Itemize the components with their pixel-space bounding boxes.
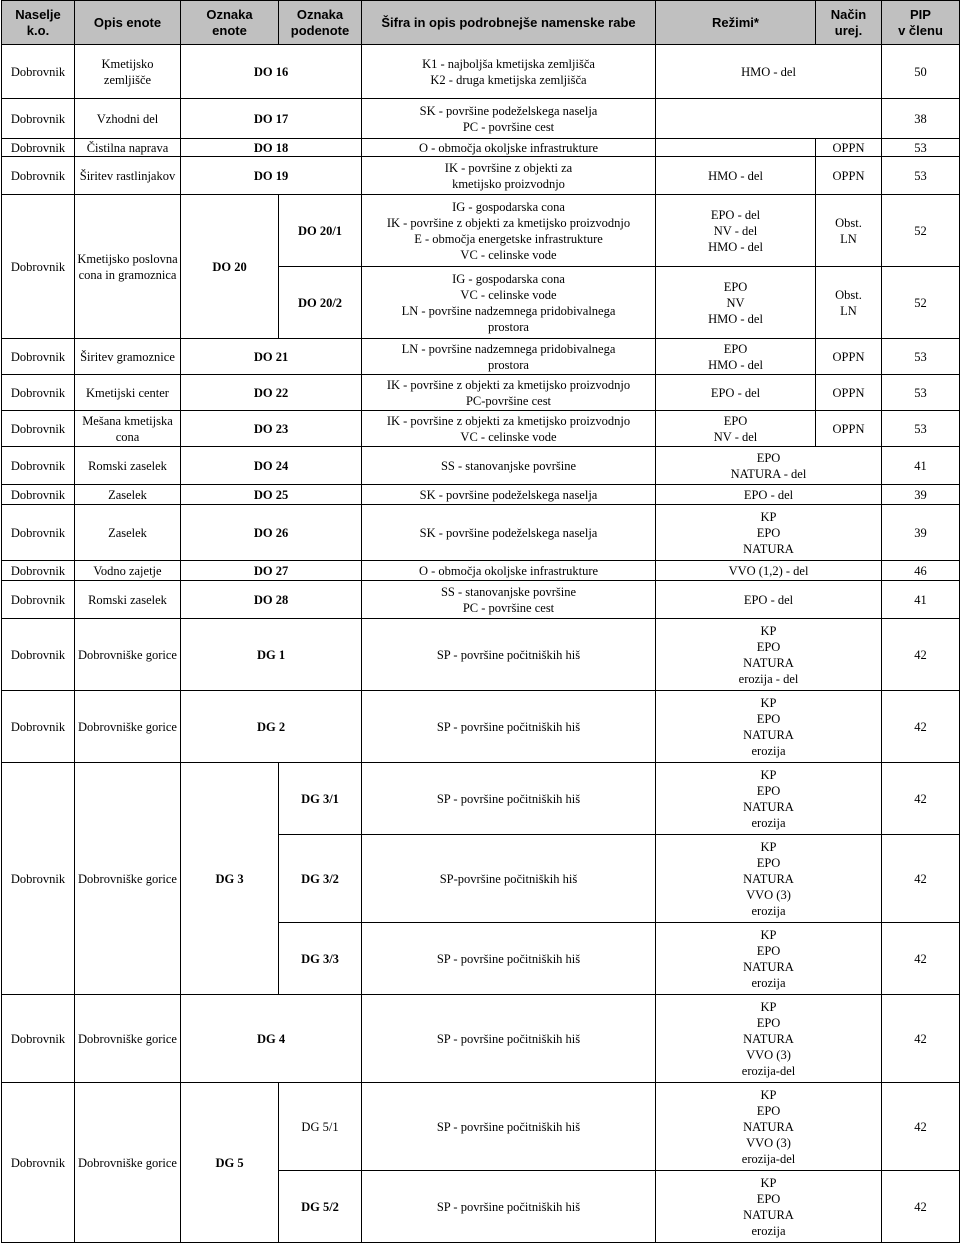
- cell-rezimi: EPO HMO - del: [656, 339, 816, 375]
- cell-sifra: SS - stanovanjske površine PC - površine cest: [362, 581, 656, 619]
- cell-sifra: SK - površine podeželskega naselja: [362, 505, 656, 561]
- cell-opis: Kmetijski center: [75, 375, 181, 411]
- table-row: [2, 581, 960, 619]
- table-row: [2, 561, 960, 581]
- cell-ko: Dobrovnik: [2, 339, 75, 375]
- cell-rezimi: EPO - del: [656, 581, 882, 619]
- cell-opis: Dobrovniške gorice: [75, 691, 181, 763]
- cell-rezimi: HMO - del: [656, 45, 882, 99]
- cell-nacin: Obst. LN: [816, 195, 882, 267]
- cell-rezimi: HMO - del: [656, 157, 816, 195]
- cell-sifra: IK - površine z objekti za kmetijsko proizvodnjo: [362, 157, 656, 195]
- header-rezimi: Režimi*: [656, 1, 816, 45]
- cell-opis: Širitev rastlinjakov: [75, 157, 181, 195]
- cell-oznaka: DO 20: [181, 195, 279, 339]
- cell-oznaka: DG 2: [181, 691, 362, 763]
- table-row: [2, 763, 960, 835]
- cell-sifra: IG - gospodarska cona IK - površine z objekti za kmetijsko proizvodnjo E - območja energetske infrastrukture VC - celinske vode: [362, 195, 656, 267]
- cell-oznaka: DG 3: [181, 763, 279, 995]
- cell-sifra: SK - površine podeželskega naselja: [362, 485, 656, 505]
- cell-pip: 42: [882, 995, 960, 1083]
- cell-sifra: K1 - najboljša kmetijska zemljišča K2 - druga kmetijska zemljišča: [362, 45, 656, 99]
- cell-oznaka: DO 27: [181, 561, 362, 581]
- cell-opis: Dobrovniške gorice: [75, 763, 181, 995]
- cell-rezimi: KP EPO NATURA erozija: [656, 923, 882, 995]
- cell-sifra: SP - površine počitniških hiš: [362, 995, 656, 1083]
- cell-ko: Dobrovnik: [2, 619, 75, 691]
- cell-ko: Dobrovnik: [2, 45, 75, 99]
- table-row: [2, 447, 960, 485]
- header-nacin: Način urej.: [816, 1, 882, 45]
- cell-oznaka: DO 18: [181, 139, 362, 157]
- cell-pip: 41: [882, 581, 960, 619]
- cell-sifra: O - območja okoljske infrastrukture: [362, 561, 656, 581]
- cell-ko: Dobrovnik: [2, 375, 75, 411]
- cell-nacin: OPPN: [816, 411, 882, 447]
- table-row: [2, 995, 960, 1083]
- cell-nacin: OPPN: [816, 157, 882, 195]
- cell-sifra: SS - stanovanjske površine: [362, 447, 656, 485]
- cell-rezimi: EPO - del: [656, 485, 882, 505]
- header-sifra: Šifra in opis podrobnejše namenske rabe: [362, 1, 656, 45]
- cell-rezimi: VVO (1,2) - del: [656, 561, 882, 581]
- cell-ko: Dobrovnik: [2, 581, 75, 619]
- cell-sifra: IK - površine z objekti za kmetijsko proizvodnjo PC-površine cest: [362, 375, 656, 411]
- cell-oznaka: DO 25: [181, 485, 362, 505]
- cell-oznaka: DO 17: [181, 99, 362, 139]
- cell-oznaka: DG 4: [181, 995, 362, 1083]
- cell-sifra: SP - površine počitniških hiš: [362, 691, 656, 763]
- cell-opis: Dobrovniške gorice: [75, 619, 181, 691]
- cell-opis: Vzhodni del: [75, 99, 181, 139]
- table-row: [2, 45, 960, 99]
- cell-sifra: SP - površine počitniških hiš: [362, 763, 656, 835]
- cell-pip: 42: [882, 691, 960, 763]
- cell-rezimi: EPO NV - del: [656, 411, 816, 447]
- cell-podenota: DO 20/1: [279, 195, 362, 267]
- cell-pip: 39: [882, 485, 960, 505]
- cell-ko: Dobrovnik: [2, 1083, 75, 1243]
- cell-sifra: SP - površine počitniških hiš: [362, 923, 656, 995]
- cell-nacin: OPPN: [816, 139, 882, 157]
- cell-rezimi: KP EPO NATURA erozija - del: [656, 619, 882, 691]
- cell-ko: Dobrovnik: [2, 995, 75, 1083]
- cell-podenota: DG 5/1: [279, 1083, 362, 1171]
- cell-opis: Mešana kmetijska cona: [75, 411, 181, 447]
- cell-sifra: O - območja okoljske infrastrukture: [362, 139, 656, 157]
- cell-ko: Dobrovnik: [2, 195, 75, 339]
- namenska-raba-table: [1, 0, 960, 1243]
- table-row: [2, 505, 960, 561]
- cell-pip: 52: [882, 195, 960, 267]
- cell-ko: Dobrovnik: [2, 691, 75, 763]
- cell-pip: 42: [882, 1083, 960, 1171]
- cell-opis: Čistilna naprava: [75, 139, 181, 157]
- cell-oznaka: DO 23: [181, 411, 362, 447]
- cell-podenota: DO 20/2: [279, 267, 362, 339]
- header-row: [2, 1, 960, 45]
- cell-rezimi: [656, 99, 882, 139]
- cell-sifra: SP - površine počitniških hiš: [362, 1083, 656, 1171]
- cell-opis: Širitev gramoznice: [75, 339, 181, 375]
- cell-pip: 41: [882, 447, 960, 485]
- cell-ko: Dobrovnik: [2, 447, 75, 485]
- cell-oznaka: DO 16: [181, 45, 362, 99]
- table-row: [2, 195, 960, 267]
- cell-pip: 42: [882, 835, 960, 923]
- cell-sifra: LN - površine nadzemnega pridobivalnega prostora: [362, 339, 656, 375]
- cell-pip: 50: [882, 45, 960, 99]
- cell-pip: 52: [882, 267, 960, 339]
- table-row: [2, 691, 960, 763]
- cell-rezimi: KP EPO NATURA VVO (3) erozija: [656, 835, 882, 923]
- header-naselje: Naselje k.o.: [2, 1, 75, 45]
- cell-ko: Dobrovnik: [2, 763, 75, 995]
- cell-pip: 42: [882, 763, 960, 835]
- cell-rezimi: EPO - del: [656, 375, 816, 411]
- cell-opis: Romski zaselek: [75, 581, 181, 619]
- cell-pip: 42: [882, 619, 960, 691]
- table-row: [2, 619, 960, 691]
- cell-ko: Dobrovnik: [2, 157, 75, 195]
- cell-opis: Zaselek: [75, 505, 181, 561]
- cell-rezimi: KP EPO NATURA VVO (3) erozija-del: [656, 995, 882, 1083]
- cell-ko: Dobrovnik: [2, 139, 75, 157]
- cell-ko: Dobrovnik: [2, 561, 75, 581]
- table-row: [2, 411, 960, 447]
- cell-ko: Dobrovnik: [2, 505, 75, 561]
- table-row: [2, 157, 960, 195]
- cell-sifra: IK - površine z objekti za kmetijsko proizvodnjo VC - celinske vode: [362, 411, 656, 447]
- cell-pip: 39: [882, 505, 960, 561]
- cell-pip: 38: [882, 99, 960, 139]
- cell-nacin: OPPN: [816, 339, 882, 375]
- table-row: [2, 485, 960, 505]
- table-row: [2, 139, 960, 157]
- cell-oznaka: DO 22: [181, 375, 362, 411]
- cell-sifra: SK - površine podeželskega naselja PC - površine cest: [362, 99, 656, 139]
- cell-rezimi: [656, 139, 816, 157]
- cell-rezimi: KP EPO NATURA: [656, 505, 882, 561]
- cell-opis: Dobrovniške gorice: [75, 995, 181, 1083]
- cell-oznaka: DO 21: [181, 339, 362, 375]
- cell-opis: Vodno zajetje: [75, 561, 181, 581]
- cell-ko: Dobrovnik: [2, 411, 75, 447]
- cell-podenota: DG 3/3: [279, 923, 362, 995]
- cell-sifra: SP-površine počitniških hiš: [362, 835, 656, 923]
- cell-ko: Dobrovnik: [2, 99, 75, 139]
- cell-pip: 53: [882, 139, 960, 157]
- cell-rezimi: KP EPO NATURA erozija: [656, 691, 882, 763]
- table-row: [2, 99, 960, 139]
- cell-pip: 53: [882, 339, 960, 375]
- cell-nacin: Obst. LN: [816, 267, 882, 339]
- cell-nacin: OPPN: [816, 375, 882, 411]
- cell-ko: Dobrovnik: [2, 485, 75, 505]
- cell-rezimi: KP EPO NATURA erozija: [656, 763, 882, 835]
- cell-opis: Kmetijsko poslovna cona in gramoznica: [75, 195, 181, 339]
- table-row: [2, 339, 960, 375]
- cell-oznaka: DO 28: [181, 581, 362, 619]
- cell-rezimi: EPO NV HMO - del: [656, 267, 816, 339]
- header-opis: Opis enote: [75, 1, 181, 45]
- cell-opis: Romski zaselek: [75, 447, 181, 485]
- cell-opis: Kmetijsko zemljišče: [75, 45, 181, 99]
- cell-oznaka: DO 24: [181, 447, 362, 485]
- cell-podenota: DG 5/2: [279, 1171, 362, 1243]
- cell-oznaka: DO 19: [181, 157, 362, 195]
- cell-pip: 42: [882, 1171, 960, 1243]
- cell-opis: Zaselek: [75, 485, 181, 505]
- cell-podenota: DG 3/2: [279, 835, 362, 923]
- cell-rezimi: KP EPO NATURA erozija: [656, 1171, 882, 1243]
- cell-sifra: SP - površine počitniških hiš: [362, 1171, 656, 1243]
- cell-oznaka: DG 5: [181, 1083, 279, 1243]
- table-row: [2, 375, 960, 411]
- cell-sifra: IG - gospodarska cona VC - celinske vode LN - površine nadzemnega pridobivalnega prostora: [362, 267, 656, 339]
- header-oznaka-enote: Oznaka enote: [181, 1, 279, 45]
- cell-rezimi: KP EPO NATURA VVO (3) erozija-del: [656, 1083, 882, 1171]
- cell-rezimi: EPO - del NV - del HMO - del: [656, 195, 816, 267]
- cell-podenota: DG 3/1: [279, 763, 362, 835]
- table-row: [2, 1083, 960, 1171]
- cell-pip: 42: [882, 923, 960, 995]
- cell-pip: 46: [882, 561, 960, 581]
- header-oznaka-podenote: Oznaka podenote: [279, 1, 362, 45]
- cell-oznaka: DO 26: [181, 505, 362, 561]
- header-pip: PIP v členu: [882, 1, 960, 45]
- cell-pip: 53: [882, 375, 960, 411]
- cell-sifra: SP - površine počitniških hiš: [362, 619, 656, 691]
- cell-pip: 53: [882, 411, 960, 447]
- cell-oznaka: DG 1: [181, 619, 362, 691]
- cell-pip: 53: [882, 157, 960, 195]
- cell-opis: Dobrovniške gorice: [75, 1083, 181, 1243]
- cell-rezimi: EPO NATURA - del: [656, 447, 882, 485]
